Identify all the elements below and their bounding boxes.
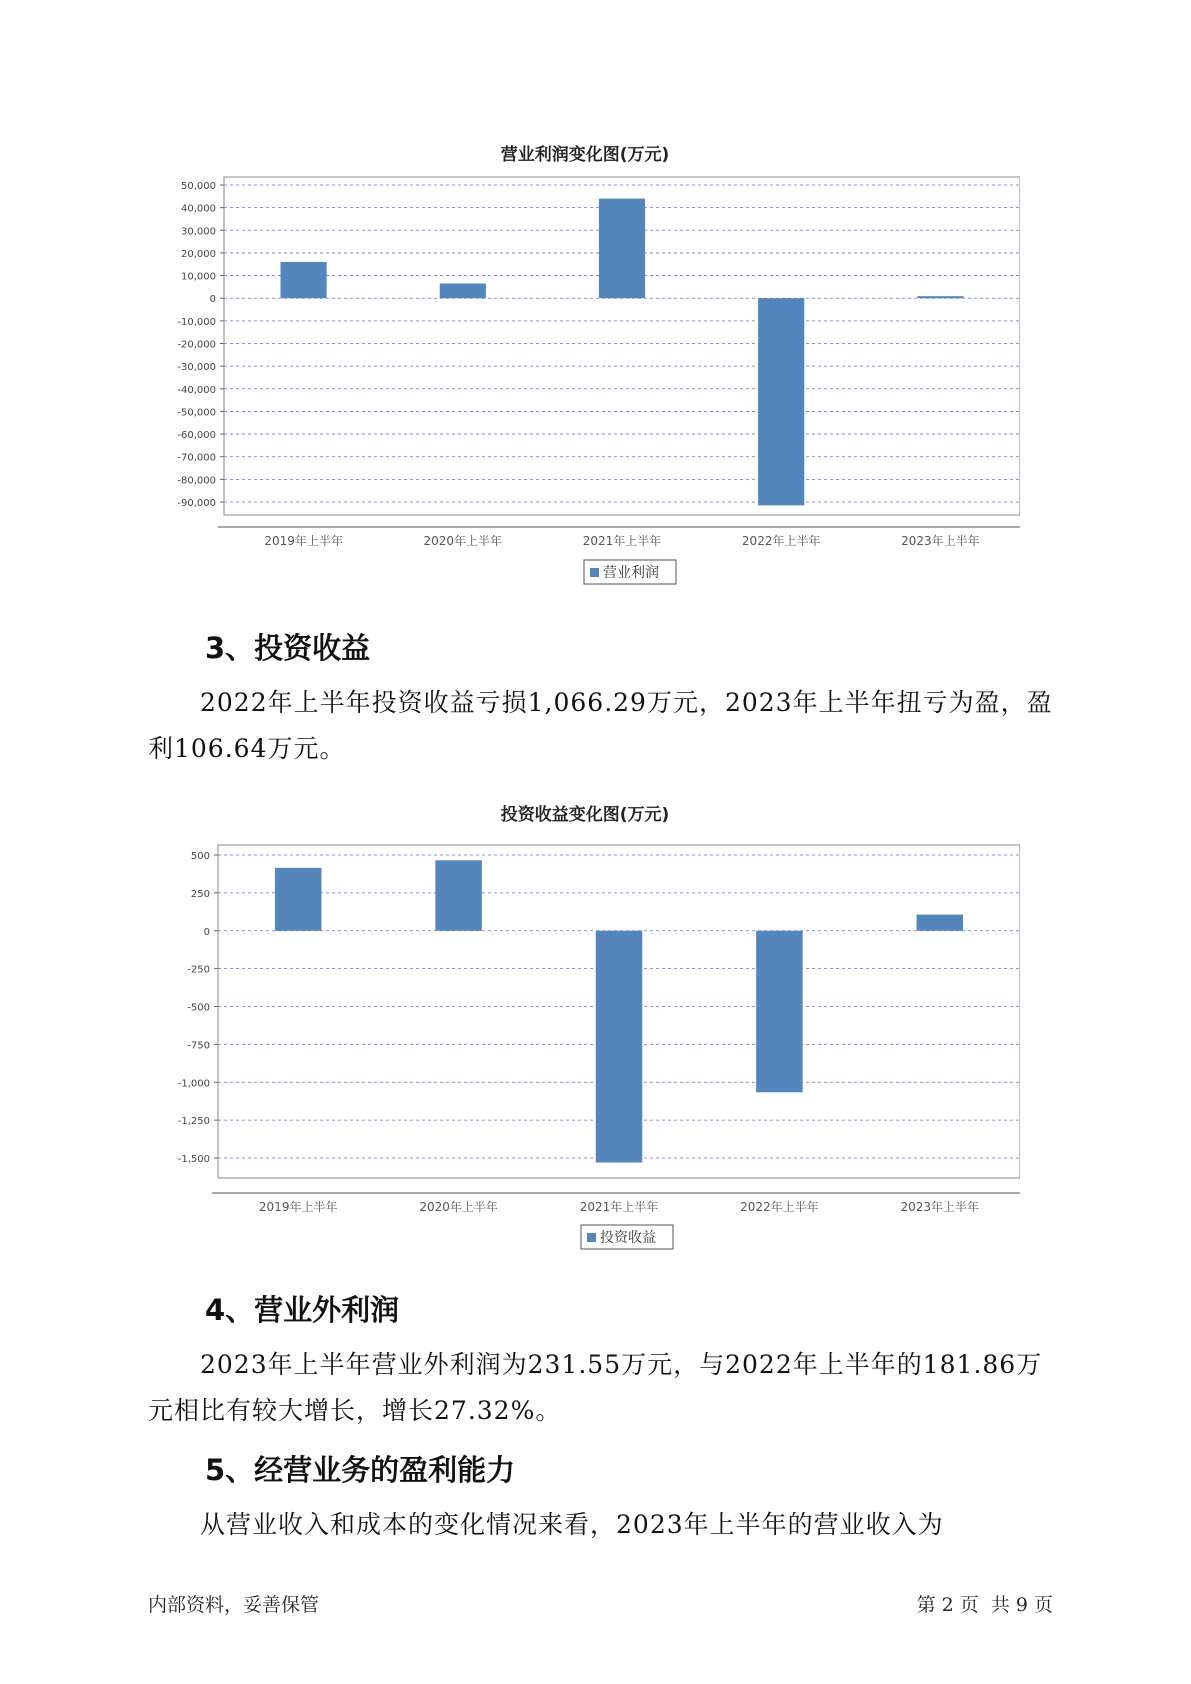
y-tick-label: -80,000 bbox=[177, 475, 216, 487]
y-tick-label: 0 bbox=[203, 926, 210, 938]
footer-page-number: 第 2 页 共 9 页 bbox=[916, 1594, 1053, 1616]
bar bbox=[596, 931, 643, 1163]
bar bbox=[758, 298, 804, 505]
bar bbox=[440, 283, 486, 298]
section-paragraph-investment-income: 2022年上半年投资收益亏损1,066.29万元，2023年上半年扭亏为盈，盈利106.64万元。 bbox=[148, 688, 1053, 763]
y-tick-label: 50,000 bbox=[181, 181, 216, 192]
y-tick-label: -1,250 bbox=[177, 1116, 210, 1128]
y-tick-label: -750 bbox=[187, 1040, 210, 1052]
legend-swatch bbox=[587, 1233, 596, 1242]
legend-label: 投资收益 bbox=[600, 1230, 656, 1246]
footer-confidential-note: 内部资料，妥善保管 bbox=[148, 1594, 320, 1616]
y-tick-label: 40,000 bbox=[181, 203, 216, 215]
x-tick-label: 2022年上半年 bbox=[740, 1200, 819, 1214]
y-tick-label: 30,000 bbox=[181, 226, 216, 238]
y-tick-label: -250 bbox=[187, 964, 210, 976]
y-tick-label: -500 bbox=[187, 1002, 210, 1014]
y-tick-label: -30,000 bbox=[177, 362, 216, 374]
operating-profit-chart bbox=[150, 140, 1020, 590]
x-tick-label: 2023年上半年 bbox=[901, 534, 980, 548]
bar bbox=[435, 860, 482, 930]
section-paragraph-non-operating-profit: 2023年上半年营业外利润为231.55万元，与2022年上半年的181.86万元相比有较大增长，增长27.32%。 bbox=[148, 1350, 1043, 1425]
x-tick-label: 2020年上半年 bbox=[423, 534, 503, 548]
x-tick-label: 2019年上半年 bbox=[264, 534, 343, 548]
legend-label: 营业利润 bbox=[603, 565, 659, 581]
section-heading-non-operating-profit: 4、营业外利润 bbox=[205, 1293, 400, 1327]
bar bbox=[917, 915, 964, 931]
y-tick-label: -20,000 bbox=[177, 339, 216, 351]
x-tick-label: 2021年上半年 bbox=[582, 534, 662, 548]
y-tick-label: 0 bbox=[209, 294, 216, 306]
legend-swatch bbox=[590, 568, 599, 577]
y-tick-label: -70,000 bbox=[177, 452, 216, 464]
chart-title: 投资收益变化图(万元) bbox=[500, 805, 670, 825]
bar bbox=[275, 868, 322, 931]
chart-title: 营业利润变化图(万元) bbox=[500, 145, 670, 165]
y-tick-label: 500 bbox=[190, 851, 210, 862]
x-tick-label: 2019年上半年 bbox=[258, 1200, 338, 1214]
y-tick-label: -50,000 bbox=[177, 407, 216, 419]
x-tick-label: 2021年上半年 bbox=[579, 1200, 659, 1214]
y-tick-label: -1,000 bbox=[177, 1078, 210, 1090]
y-tick-label: 250 bbox=[190, 888, 210, 900]
investment-income-chart bbox=[150, 800, 1020, 1250]
y-tick-label: -1,500 bbox=[177, 1154, 210, 1165]
y-tick-label: 10,000 bbox=[181, 271, 216, 283]
y-tick-label: -10,000 bbox=[177, 316, 216, 328]
y-tick-label: -60,000 bbox=[177, 430, 216, 442]
x-tick-label: 2020年上半年 bbox=[419, 1200, 498, 1214]
section-heading-investment-income: 3、投资收益 bbox=[205, 631, 371, 665]
investment-income-chart-svg bbox=[150, 800, 1020, 1250]
y-tick-label: 20,000 bbox=[181, 248, 216, 260]
section-heading-business-profitability: 5、经营业务的盈利能力 bbox=[205, 1453, 516, 1487]
bar bbox=[599, 199, 645, 299]
y-tick-label: -90,000 bbox=[177, 498, 216, 509]
operating-profit-chart-svg bbox=[150, 140, 1020, 590]
bar bbox=[281, 262, 327, 298]
x-tick-label: 2022年上半年 bbox=[741, 534, 821, 548]
bar bbox=[756, 931, 803, 1093]
y-tick-label: -40,000 bbox=[177, 384, 216, 396]
x-tick-label: 2023年上半年 bbox=[900, 1200, 980, 1214]
bar bbox=[917, 296, 963, 298]
section-paragraph-business-profitability: 从营业收入和成本的变化情况来看，2023年上半年的营业收入为 bbox=[200, 1510, 944, 1539]
